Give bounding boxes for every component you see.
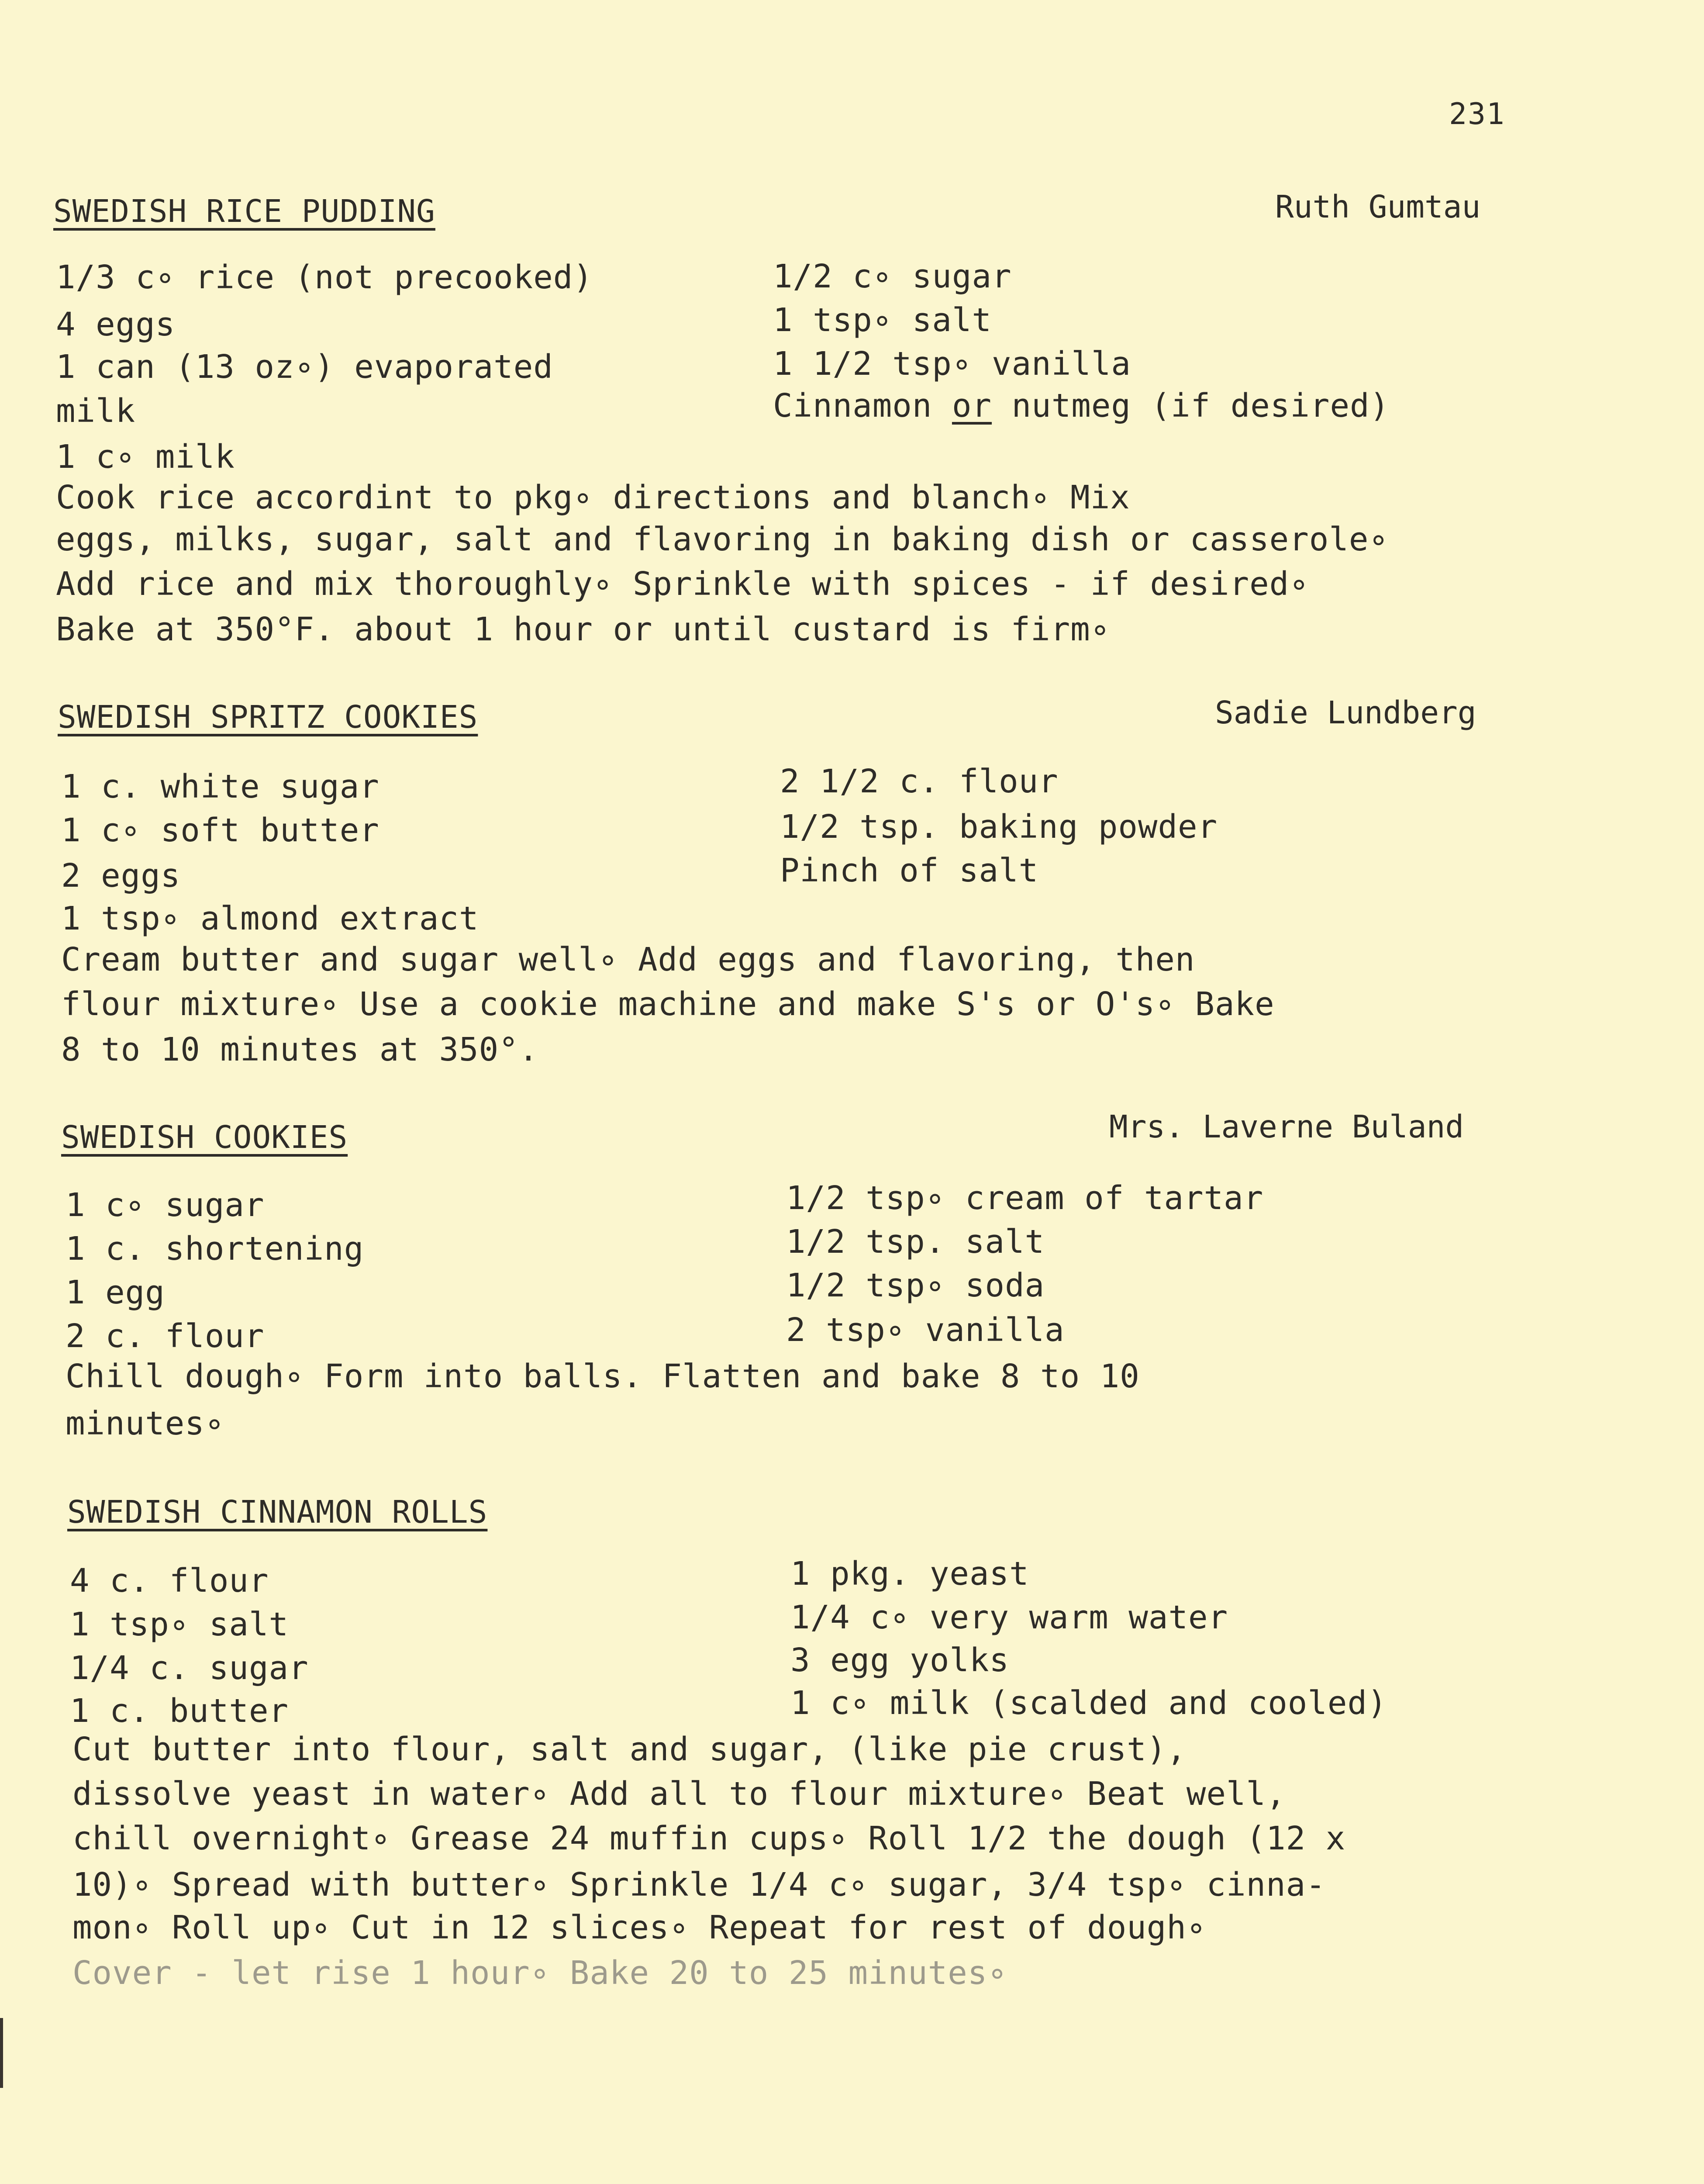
ingredient-right: 1/2 c∘ sugar [773,258,1012,295]
ingredient-left: 1 c∘ sugar [66,1186,265,1224]
directions-line: Cut butter into flour, salt and sugar, (like pie crust), [72,1731,1187,1768]
ingredient-left: 2 c. flour [66,1317,265,1355]
directions-line: minutes∘ [66,1405,225,1442]
underlined-word: or [952,387,992,425]
directions-line: chill overnight∘ Grease 24 muffin cups∘ Roll 1/2 the dough (12 x [72,1820,1346,1857]
ingredient-left: 1 tsp∘ almond extract [61,900,479,937]
ingredient-right: Pinch of salt [780,852,1039,889]
directions-line: Cook rice accordint to pkg∘ directions and blanch∘ Mix [56,479,1130,516]
directions-line: eggs, milks, sugar, salt and flavoring in baking dish or casserole∘ [56,521,1389,558]
directions-line: Cream butter and sugar well∘ Add eggs and flavoring, then [61,941,1195,978]
ingredient-left: 4 eggs [56,306,176,343]
ingredient-text: nutmeg (if desired) [992,387,1390,425]
recipe-title: SWEDISH CINNAMON ROLLS [67,1494,488,1530]
ingredient-right: 1 pkg. yeast [790,1555,1029,1593]
directions-line: Cover - let rise 1 hour∘ Bake 20 to 25 minutes∘ [72,1954,1007,1992]
recipe-title: SWEDISH RICE PUDDING [53,193,435,229]
recipe-title: SWEDISH SPRITZ COOKIES [58,699,478,735]
directions-line: 8 to 10 minutes at 350°. [61,1031,539,1068]
page-number: 231 [1449,97,1505,131]
directions-line: Bake at 350°F. about 1 hour or until custard is firm∘ [56,611,1111,648]
directions-line: 10)∘ Spread with butter∘ Sprinkle 1/4 c∘ sugar, 3/4 tsp∘ cinna- [72,1866,1326,1904]
page-edge-mark [0,2018,3,2088]
ingredient-right: 2 tsp∘ vanilla [786,1311,1065,1349]
ingredient-right: 1 1/2 tsp∘ vanilla [773,345,1131,383]
ingredient-left: 1 c. butter [70,1692,289,1730]
recipe-author: Mrs. Laverne Buland [1109,1109,1464,1145]
recipe-title: SWEDISH COOKIES [61,1119,348,1155]
ingredient-left: 1 tsp∘ salt [70,1606,289,1643]
ingredient-left: 1 c∘ soft butter [61,812,379,849]
ingredient-right: 1 c∘ milk (scalded and cooled) [790,1684,1387,1722]
ingredient-left: 1 c. white sugar [61,768,379,805]
ingredient-right: 2 1/2 c. flour [780,763,1059,800]
ingredient-right: 1/2 tsp. salt [786,1223,1045,1261]
ingredient-right: 3 egg yolks [790,1641,1010,1679]
ingredient-right: 1/2 tsp∘ cream of tartar [786,1179,1264,1217]
recipe-author: Ruth Gumtau [1275,189,1481,225]
ingredient-right: 1/2 tsp. baking powder [780,808,1218,846]
ingredient-left: 1 can (13 oz∘) evaporated [56,348,553,386]
ingredient-right: 1/4 c∘ very warm water [790,1599,1228,1636]
directions-line: Add rice and mix thoroughly∘ Sprinkle with spices - if desired∘ [56,565,1309,603]
ingredient-left: 2 eggs [61,857,181,895]
ingredient-left: 1/4 c. sugar [70,1649,309,1687]
recipe-author: Sadie Lundberg [1215,695,1476,731]
directions-line: dissolve yeast in water∘ Add all to flour mixture∘ Beat well, [72,1775,1286,1813]
ingredient-left: milk [56,392,136,430]
ingredient-left: 1/3 c∘ rice (not precooked) [56,259,593,296]
ingredient-left: 1 c∘ milk [56,438,235,476]
ingredient-left: 4 c. flour [70,1562,269,1600]
directions-line: mon∘ Roll up∘ Cut in 12 slices∘ Repeat for rest of dough∘ [72,1909,1207,1946]
ingredient-right [773,387,1390,425]
ingredient-right: 1 tsp∘ salt [773,301,992,339]
directions-line: Chill dough∘ Form into balls. Flatten and bake 8 to 10 [66,1358,1140,1395]
ingredient-right: 1/2 tsp∘ soda [786,1267,1045,1304]
ingredient-left: 1 c. shortening [66,1230,364,1268]
ingredient-left: 1 egg [66,1274,165,1311]
directions-line: flour mixture∘ Use a cookie machine and make S's or O's∘ Bake [61,985,1275,1023]
ingredient-text: Cinnamon [773,387,952,425]
